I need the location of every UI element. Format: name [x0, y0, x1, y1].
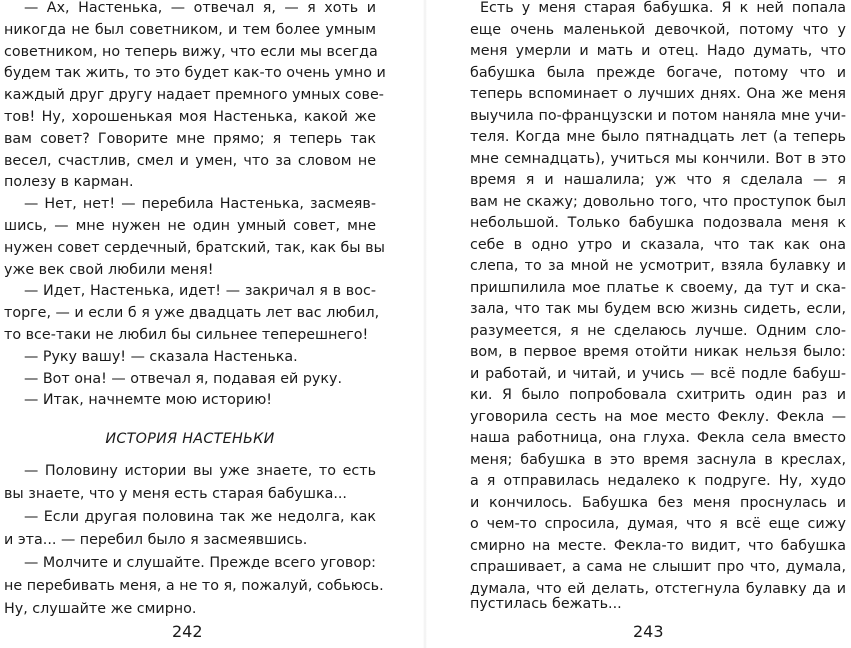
text-line: — Молчите и слушайте. Прежде всего уговор:	[24, 555, 376, 571]
text-line: вам не скажу; довольно того, что проступок был	[470, 193, 846, 210]
text-line: смирно на месте. Фекла-то видит, что бабушка	[470, 537, 846, 554]
text-line: разумеется, я не сделаюсь лучше. Одним сло-	[470, 322, 846, 339]
text-line: нужен совет сердечный, братский, так, как бы вы	[4, 239, 385, 256]
text-line: зала, что так мы будем всю жизнь сидеть, если,	[470, 301, 846, 317]
text-line: и работай, и читай, и учись — всё подле бабуш-	[470, 365, 846, 382]
text-line: а я отправилась недалеко к подруге. Ну, худо	[470, 473, 846, 489]
text-line: тов! Ну, хорошенькая моя Настенька, какой же	[4, 109, 376, 125]
text-line: — Ах, Настенька, — отвечал я, — я хоть и	[24, 0, 376, 16]
text-line: себе в одно утро и сказала, что так как она	[470, 236, 846, 253]
text-line: вом, в первое время отойти никак нельзя было:	[470, 344, 846, 360]
page-number: 242	[172, 622, 203, 641]
text-line: уже век свой любили меня!	[4, 261, 214, 278]
text-line: меня умерли и мать и отец. Надо думать, что	[470, 43, 846, 59]
text-line: не перебивать меня, а не то я, пожалуй, собьюсь.	[4, 578, 384, 594]
chapter-heading: ИСТОРИЯ НАСТЕНЬКИ	[105, 431, 275, 447]
text-line: — Вот она! — отвечал я, подавая ей руку.	[24, 370, 343, 387]
text-line: будем так жить, то это будет как-то очень умно и	[4, 65, 386, 82]
text-line: — Итак, начнемте мою историю!	[24, 392, 272, 409]
text-line: и эта... — перебил было я засмеявшись.	[4, 532, 308, 548]
text-line: наша работница, она глуха. Фекла села вместо	[470, 430, 846, 446]
right-page	[425, 0, 851, 648]
text-line: пустилась бежать...	[470, 596, 622, 613]
text-line: бабушка была прежде богаче, потому что и	[470, 64, 846, 81]
text-line: Ну, слушайте же смирно.	[4, 601, 197, 617]
text-line: теперь вспоминает о лучших днях. Она же меня	[470, 86, 846, 102]
text-line: советником, но теперь вижу, что если мы всегда	[4, 43, 378, 60]
text-line: думала, что ей делать, отстегнула булавку да и	[470, 580, 846, 597]
text-line: ки. Я было попробовала схитрить один раз и	[470, 387, 846, 403]
text-line: — Идет, Настенька, идет! — закричал я в вос-	[24, 283, 376, 300]
text-line: то все-таки не любил бы сильнее теперешнего!	[4, 327, 369, 343]
text-line: никогда не был советником, и тем более умным	[4, 21, 376, 38]
text-line: — Руку вашу! — сказала Настенька.	[24, 348, 298, 365]
text-line: время я и нашалила; уж что я сделала — я	[470, 172, 846, 188]
text-line: спрашивает, а сама не слышит про что, думала,	[470, 559, 846, 575]
text-line: небольшой. Только бабушка подозвала меня к	[470, 215, 846, 231]
text-line: — Если другая половина так же недолга, как	[24, 509, 376, 525]
text-line: о чем-то спросила, думая, что я всё еще сижу	[470, 516, 846, 532]
left-page	[0, 0, 425, 648]
text-line: теля. Когда мне было пятнадцать лет (а теперь	[470, 129, 846, 145]
text-line: весел, счастлив, смел и умен, что за словом не	[4, 152, 376, 169]
text-line: пришпилила мое платье к своему, да тут и ска-	[470, 279, 846, 296]
text-line: вы знаете, что у меня есть старая бабушка...	[4, 486, 347, 502]
text-line: еще очень маленькой девочкой, потому что у	[470, 21, 846, 38]
text-line: вам совет? Говорите мне прямо; я теперь так	[4, 130, 376, 147]
text-line: слепа, то за мной не усмотрит, взяла булавку и	[470, 258, 846, 274]
text-line: полезу в карман.	[4, 174, 134, 191]
text-line: меня; бабушка в это время заснула в креслах,	[470, 451, 846, 468]
text-line: торге, — и если б я уже двадцать лет вас любил,	[4, 305, 380, 322]
text-line: шись, — мне нужен не один умный совет, мне	[4, 218, 376, 234]
text-line: — Половину истории вы уже знаете, то есть	[24, 463, 376, 479]
text-line: — Нет, нет! — перебила Настенька, засмеяв-	[24, 196, 376, 213]
text-line: Есть у меня старая бабушка. Я к ней попала	[480, 0, 846, 16]
text-line: мне семнадцать), учиться мы кончили. Вот в это	[470, 150, 846, 167]
text-line: каждый друг другу надает премного умных сове-	[4, 87, 384, 104]
page-number: 243	[633, 622, 664, 641]
text-line: уговорила сесть на мое место Феклу. Фекла —	[470, 408, 846, 425]
text-line: и кончилось. Бабушка без меня проснулась и	[470, 494, 846, 511]
text-line: выучила по-французски и потом наняла мне учи-	[470, 107, 846, 124]
